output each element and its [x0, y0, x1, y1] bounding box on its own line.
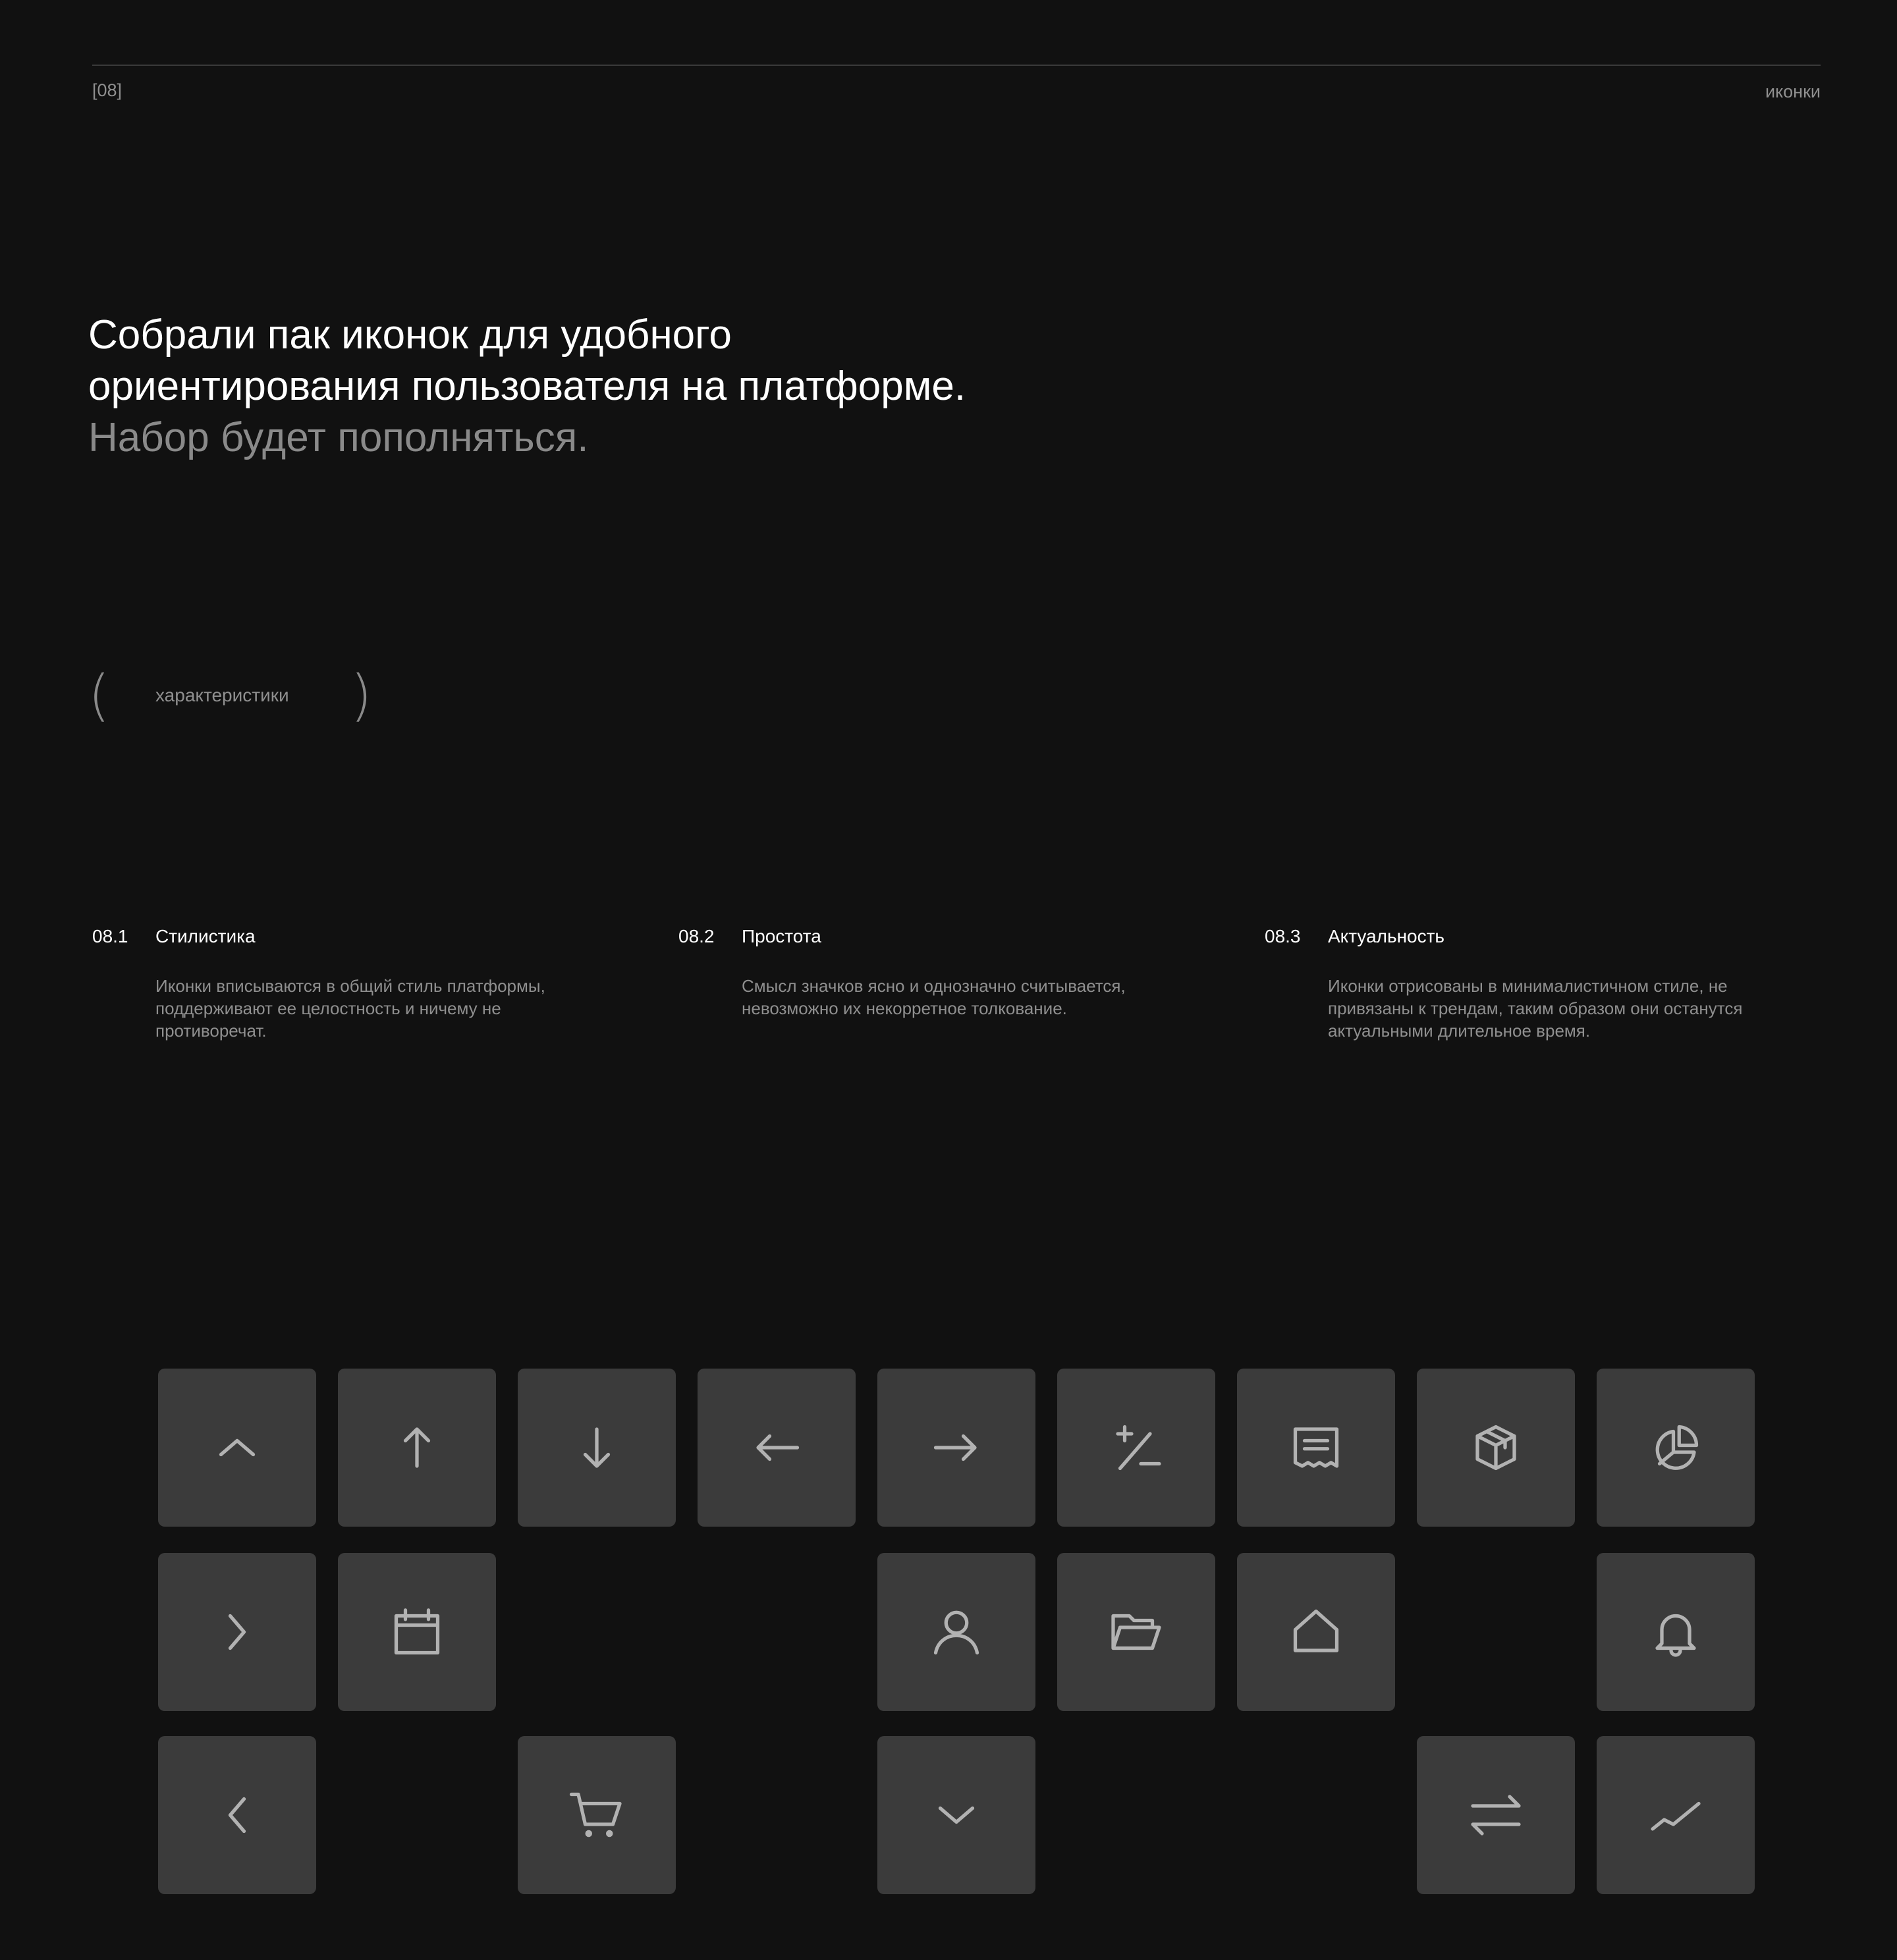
headline-line-3: Набор будет пополняться.	[88, 415, 589, 460]
arrow-up-icon	[389, 1420, 445, 1475]
icon-tile-calendar	[338, 1553, 496, 1711]
section-name: иконки	[1765, 82, 1821, 101]
icon-tile-plus-minus	[1057, 1369, 1215, 1527]
headline-line-2: ориентирования пользователя на платформе.	[88, 364, 966, 409]
icon-tile-chevron-right	[158, 1553, 316, 1711]
receipt-icon	[1288, 1420, 1344, 1475]
bell-icon	[1648, 1604, 1703, 1660]
characteristics-label: характеристики	[155, 685, 289, 705]
cart-icon	[569, 1787, 624, 1843]
icon-tile-box	[1417, 1369, 1575, 1527]
icon-tile-chevron-up	[158, 1369, 316, 1527]
feature-description: Смысл значков ясно и однозначно считывается, невозможно их некорретное толкование.	[742, 976, 1126, 1018]
top-divider	[92, 65, 1821, 66]
chevron-down-icon	[929, 1787, 984, 1843]
icon-tile-folder	[1057, 1553, 1215, 1711]
icon-tile-chevron-left	[158, 1736, 316, 1894]
headline	[88, 310, 1208, 464]
feature-description: Иконки отрисованы в минималистичном стиле, не привязаны к трендам, таким образом они останутся актуальными длительное время.	[1328, 976, 1743, 1041]
feature-number: 08.1	[92, 926, 128, 946]
user-icon	[929, 1604, 984, 1660]
icon-tile-arrow-up	[338, 1369, 496, 1527]
icon-tile-arrow-left	[698, 1369, 856, 1527]
icon-tile-receipt	[1237, 1369, 1395, 1527]
icon-tile-pie-chart	[1597, 1369, 1755, 1527]
arrow-left-icon	[749, 1420, 804, 1475]
headline-line-1: Собрали пак иконок для удобного	[88, 312, 732, 358]
icon-tile-chevron-down	[877, 1736, 1035, 1894]
icon-tile-arrow-down	[518, 1369, 676, 1527]
icon-tile-arrow-right	[877, 1369, 1035, 1527]
folder-open-icon	[1109, 1604, 1164, 1660]
feature-title: Актуальность	[1328, 926, 1445, 946]
pie-chart-icon	[1648, 1420, 1703, 1475]
icon-tile-home	[1237, 1553, 1395, 1711]
icon-tile-bell	[1597, 1553, 1755, 1711]
icon-tile-trend	[1597, 1736, 1755, 1894]
icon-tile-cart	[518, 1736, 676, 1894]
feature-description: Иконки вписываются в общий стиль платформы, поддерживают ее целостность и ничему не противоречат.	[155, 976, 545, 1041]
trend-line-icon	[1648, 1787, 1703, 1843]
bracket-open: (	[88, 663, 110, 728]
home-icon	[1288, 1604, 1344, 1660]
chevron-up-icon	[209, 1420, 265, 1475]
chevron-right-icon	[209, 1604, 265, 1660]
chevron-left-icon	[209, 1787, 265, 1843]
box-icon	[1468, 1420, 1524, 1475]
icon-tile-user	[877, 1553, 1035, 1711]
feature-title: Простота	[742, 926, 821, 946]
swap-arrows-icon	[1468, 1787, 1524, 1843]
arrow-right-icon	[929, 1420, 984, 1475]
icon-tile-swap	[1417, 1736, 1575, 1894]
bracket-close: )	[350, 663, 372, 728]
feature-number: 08.3	[1265, 926, 1301, 946]
plus-minus-icon	[1109, 1420, 1164, 1475]
section-number: [08]	[92, 80, 123, 100]
feature-number: 08.2	[678, 926, 715, 946]
arrow-down-icon	[569, 1420, 624, 1475]
calendar-icon	[389, 1604, 445, 1660]
feature-title: Стилистика	[155, 926, 256, 946]
